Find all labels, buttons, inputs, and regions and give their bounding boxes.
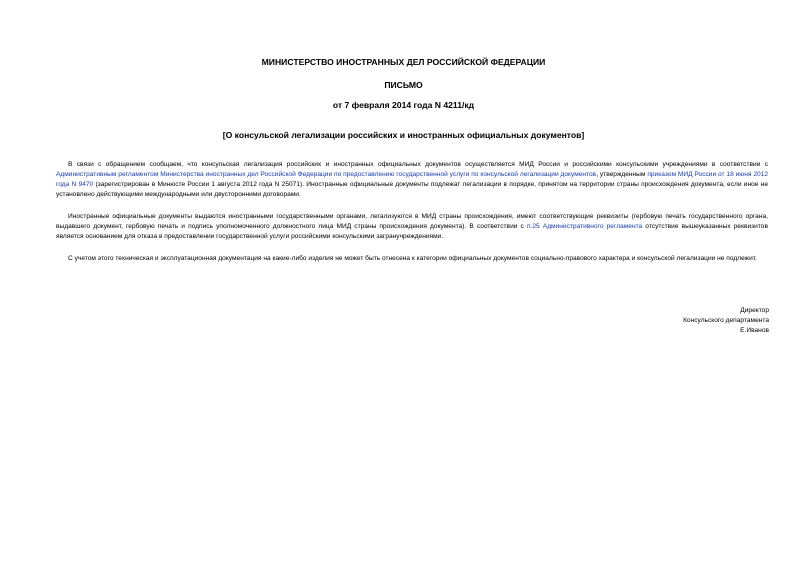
signature-name: Е.Иванов (740, 327, 769, 334)
regulation-clause-link[interactable]: п.25 Административного регламента (526, 223, 643, 230)
document-date-number: от 7 февраля 2014 года N 4211/кд (332, 100, 475, 110)
order-link[interactable]: приказом МИД России от 18 июня 2012 года N 9470 (56, 171, 768, 188)
paragraph-3-text-1: С учетом этого техническая и эксплуатационная документация на какие-либо изделия не может быть отнесена к категории официальных документов социально-правового характера и консульской легализации не подлежит. (68, 255, 757, 262)
paragraph-1-text-1: В связи с обращением сообщаем, что консульская легализация российских и иностранных официальных документов осуществляется МИД России и российскими консульскими учреждениями в соответствии с (68, 161, 768, 168)
paragraph-1-text-3: (зарегистрирован в Минюсте России 1 августа 2012 года N 25071). Иностранные официальные документы подлежат легализации в порядке, принятом на территории страны происхождения документа, если иное не установлено действующими международными или двусторонними договорами. (56, 181, 768, 198)
document-type: ПИСЬМО (384, 80, 423, 90)
paragraph-1-text-2: , утвержденным (596, 171, 648, 178)
document-subject: [О консульской легализации российских и иностранных официальных документов] (222, 130, 585, 140)
paragraph-2 (56, 212, 768, 242)
signature-department: Консульского департамента (683, 317, 769, 324)
paragraph-2-text-2: отсутствие вышеуказанных реквизитов является основанием для отказа в предоставлении государственной услуги российскими консульскими загранучреждениями. (56, 223, 768, 240)
paragraph-1 (56, 160, 768, 200)
ministry-title: МИНИСТЕРСТВО ИНОСТРАННЫХ ДЕЛ РОССИЙСКОЙ ФЕДЕРАЦИИ (261, 57, 546, 67)
paragraph-2-text-1: Иностранные официальные документы выдаются иностранными государственными органами, легализуются в МИД страны происхождения, имеют соответствующие реквизиты (гербовую печать государственного органа, выдавшего документ, гербовую печать и подпись уполномоченного должностного лица МИД страны происхождения документа). В соответствии с (56, 213, 768, 230)
signature-position: Директор (740, 307, 769, 314)
paragraph-3 (56, 254, 768, 264)
regulation-link[interactable]: Административным регламентом Министерства иностранных дел Российской Федерации по предоставлению государственной услуги по консульской легализации документов (56, 171, 597, 178)
